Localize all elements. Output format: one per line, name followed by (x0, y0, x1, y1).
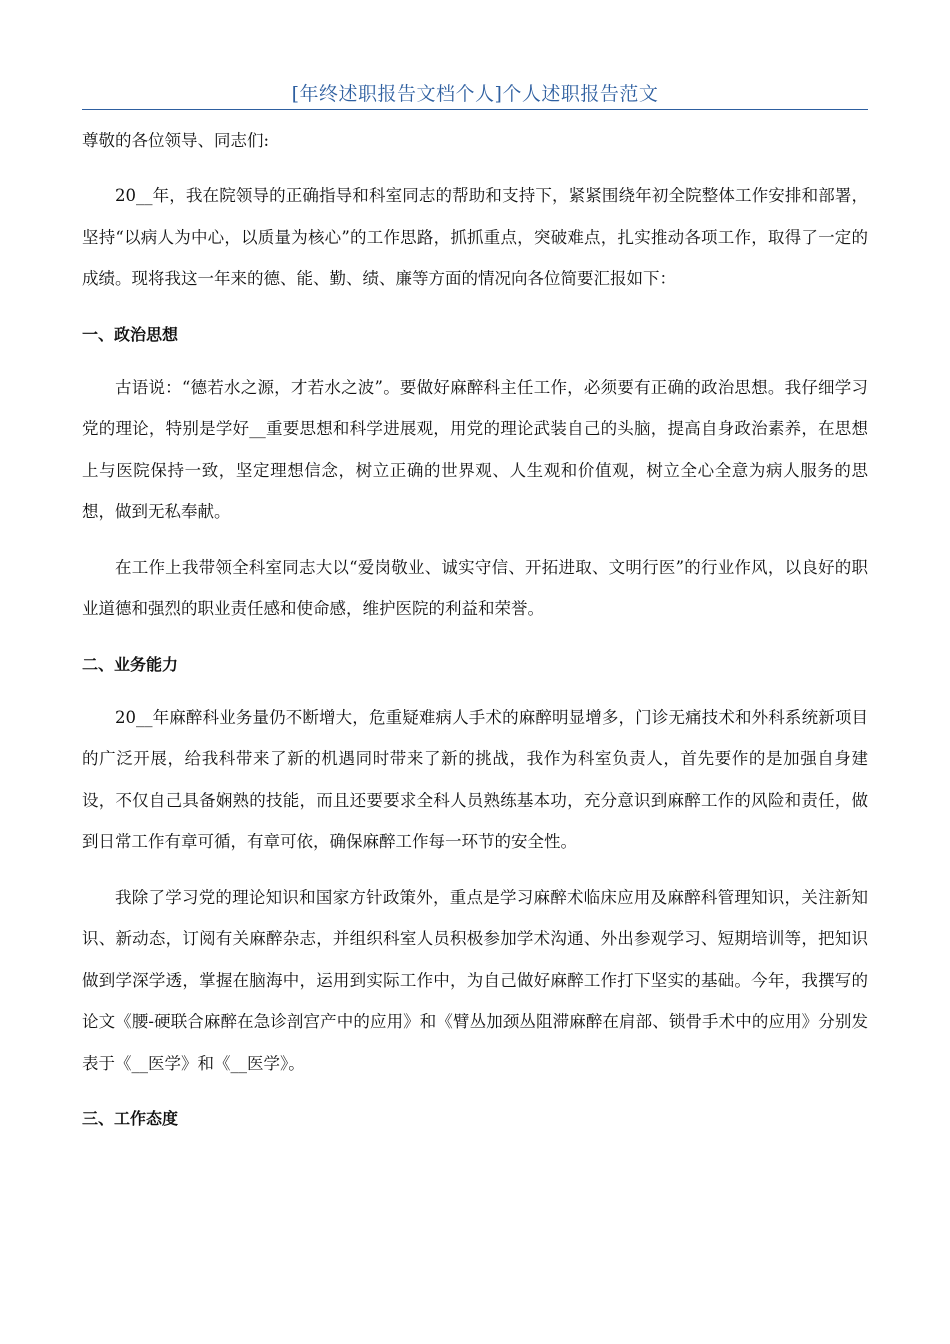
document-body (82, 126, 868, 1134)
salutation: 尊敬的各位领导、同志们: (82, 131, 270, 150)
paragraph-political-1: 古语说：“德若水之源，才若水之波”。要做好麻醉科主任工作，必须要有正确的政治思想。我仔细学习党的理论，特别是学好__重要思想和科学进展观，用党的理论武装自己的头脑，提高自身政治素养，在思想上与医院保持一致，坚定理想信念，树立正确的世界观、人生观和价值观，树立全心全意为病人服务的思想，做到无私奉献。 (82, 377, 868, 521)
section-heading-ability: 二、业务能力 (82, 654, 179, 674)
paragraph-ability-1: 20__年麻醉科业务量仍不断增大，危重疑难病人手术的麻醉明显增多，门诊无痛技术和外科系统新项目的广泛开展，给我科带来了新的机遇同时带来了新的挑战，我作为科室负责人，首先要作的是加强自身建设，不仅自己具备娴熟的技能，而且还要要求全科人员熟练基本功，充分意识到麻醉工作的风险和责任，做到日常工作有章可循，有章可依，确保麻醉工作每一环节的安全性。 (82, 707, 868, 851)
page-header-title: [年终述职报告文档个人]个人述职报告范文 (291, 83, 659, 105)
intro-paragraph: 20__年，我在院领导的正确指导和科室同志的帮助和支持下，紧紧围绕年初全院整体工作安排和部署，坚持“以病人为中心，以质量为核心”的工作思路，抓抓重点，突破难点，扎实推动各项工作，取得了一定的成绩。现将我这一年来的德、能、勤、绩、廉等方面的情况向各位简要汇报如下： (82, 186, 868, 288)
paragraph-ability-2: 我除了学习党的理论知识和国家方针政策外，重点是学习麻醉术临床应用及麻醉科管理知识，关注新知识、新动态，订阅有关麻醉杂志，并组织科室人员积极参加学术沟通、外出参观学习、短期培训等，把知识做到学深学透，掌握在脑海中，运用到实际工作中，为自己做好麻醉工作打下坚实的基础。今年，我撰写的论文《腰-硬联合麻醉在急诊剖宫产中的应用》和《臂丛加颈丛阻滞麻醉在肩部、锁骨手术中的应用》分别发表于《__医学》和《__医学》。 (82, 887, 868, 1073)
paragraph-political-2: 在工作上我带领全科室同志大以“爱岗敬业、诚实守信、开拓进取、文明行医”的行业作风，以良好的职业道德和强烈的职业责任感和使命感，维护医院的利益和荣誉。 (82, 557, 868, 618)
header-divider (82, 109, 868, 110)
section-heading-political: 一、政治思想 (82, 324, 179, 344)
section-heading-attitude: 三、工作态度 (82, 1109, 179, 1128)
